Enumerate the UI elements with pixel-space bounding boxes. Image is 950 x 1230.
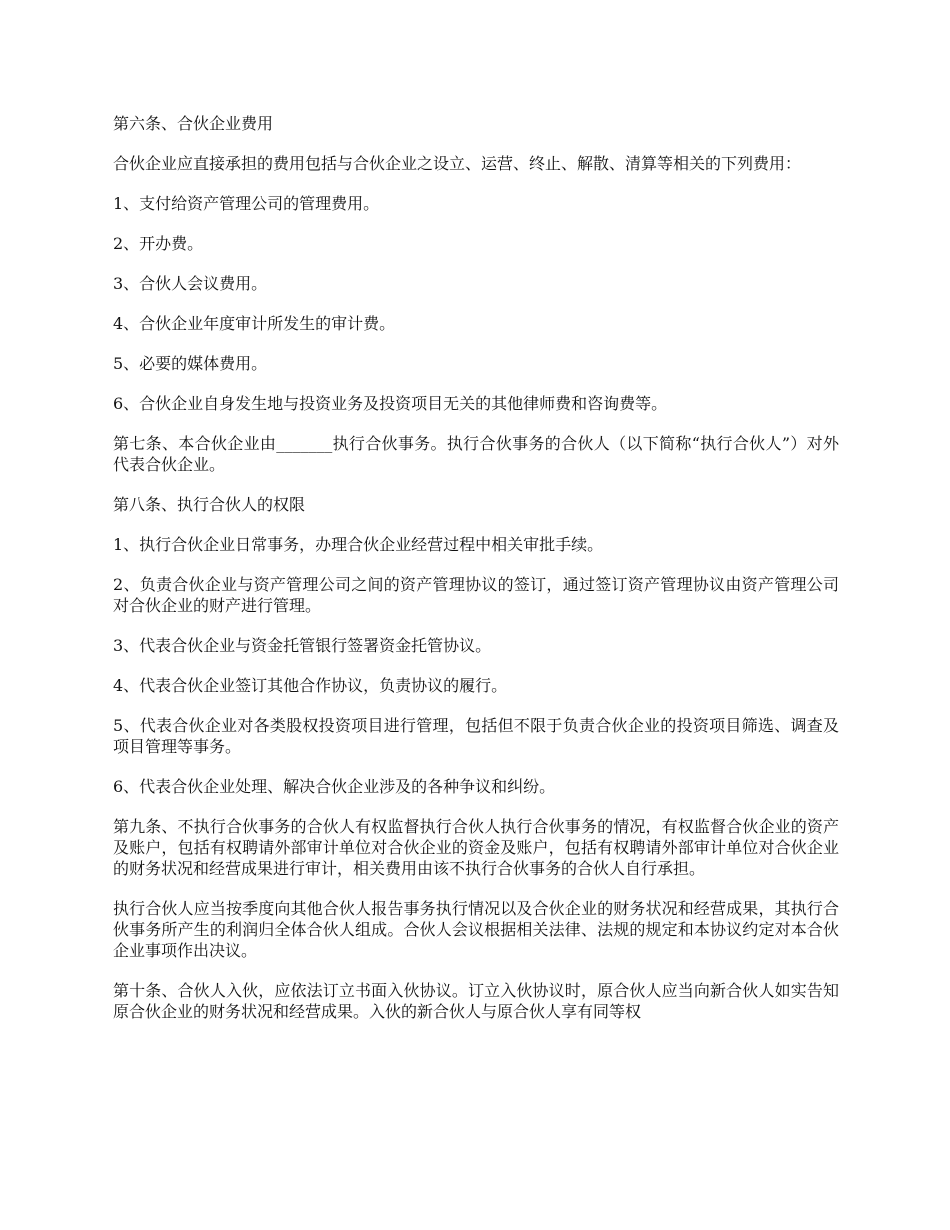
paragraph-article-10: 第十条、合伙人入伙，应依法订立书面入伙协议。订立入伙协议时，原合伙人应当向新合伙人如实告知原合伙企业的财务状况和经营成果。入伙的新合伙人与原合伙人享有同等权 bbox=[113, 981, 839, 1021]
list-item-authority-4: 4、代表合伙企业签订其他合作协议，负责协议的履行。 bbox=[113, 676, 508, 695]
heading-article-8: 第八条、执行合伙人的权限 bbox=[113, 495, 306, 514]
heading-article-6: 第六条、合伙企业费用 bbox=[113, 114, 274, 133]
list-item-expense-4: 4、合伙企业年度审计所发生的审计费。 bbox=[113, 314, 396, 333]
paragraph-executive-report: 执行合伙人应当按季度向其他合伙人报告事务执行情况以及合伙企业的财务状况和经营成果，其执行合伙事务所产生的利润归全体合伙人组成。合伙人会议根据相关法律、法规的规定和本协议约定对本合伙企业事项作出决议。 bbox=[113, 899, 839, 960]
document-page bbox=[113, 113, 839, 1041]
list-item-expense-5: 5、必要的媒体费用。 bbox=[113, 354, 268, 373]
list-item-expense-2: 2、开办费。 bbox=[113, 234, 204, 253]
list-item-authority-5: 5、代表合伙企业对各类股权投资项目进行管理，包括但不限于负责合伙企业的投资项目筛选、调查及项目管理等事务。 bbox=[113, 716, 839, 756]
list-item-expense-6: 6、合伙企业自身发生地与投资业务及投资项目无关的其他律师费和咨询费等。 bbox=[113, 394, 668, 413]
list-item-authority-2: 2、负责合伙企业与资产管理公司之间的资产管理协议的签订，通过签订资产管理协议由资产管理公司对合伙企业的财产进行管理。 bbox=[113, 575, 839, 615]
list-item-authority-1: 1、执行合伙企业日常事务，办理合伙企业经营过程中相关审批手续。 bbox=[113, 535, 604, 554]
list-item-expense-1: 1、支付给资产管理公司的管理费用。 bbox=[113, 194, 380, 213]
paragraph-article-7: 第七条、本合伙企业由_______执行合伙事务。执行合伙事务的合伙人（以下简称“执行合伙人”）对外代表合伙企业。 bbox=[113, 434, 839, 474]
list-item-expense-3: 3、合伙人会议费用。 bbox=[113, 274, 268, 293]
list-item-authority-6: 6、代表合伙企业处理、解决合伙企业涉及的各种争议和纠纷。 bbox=[113, 777, 556, 796]
list-item-authority-3: 3、代表合伙企业与资金托管银行签署资金托管协议。 bbox=[113, 636, 492, 655]
paragraph-expenses-intro: 合伙企业应直接承担的费用包括与合伙企业之设立、运营、终止、解散、清算等相关的下列费用： bbox=[113, 154, 802, 173]
paragraph-article-9: 第九条、不执行合伙事务的合伙人有权监督执行合伙人执行合伙事务的情况，有权监督合伙企业的资产及账户，包括有权聘请外部审计单位对合伙企业的资金及账户，包括有权聘请外部审计单位对合伙企业的财务状况和经营成果进行审计，相关费用由该不执行合伙事务的合伙人自行承担。 bbox=[113, 817, 839, 878]
